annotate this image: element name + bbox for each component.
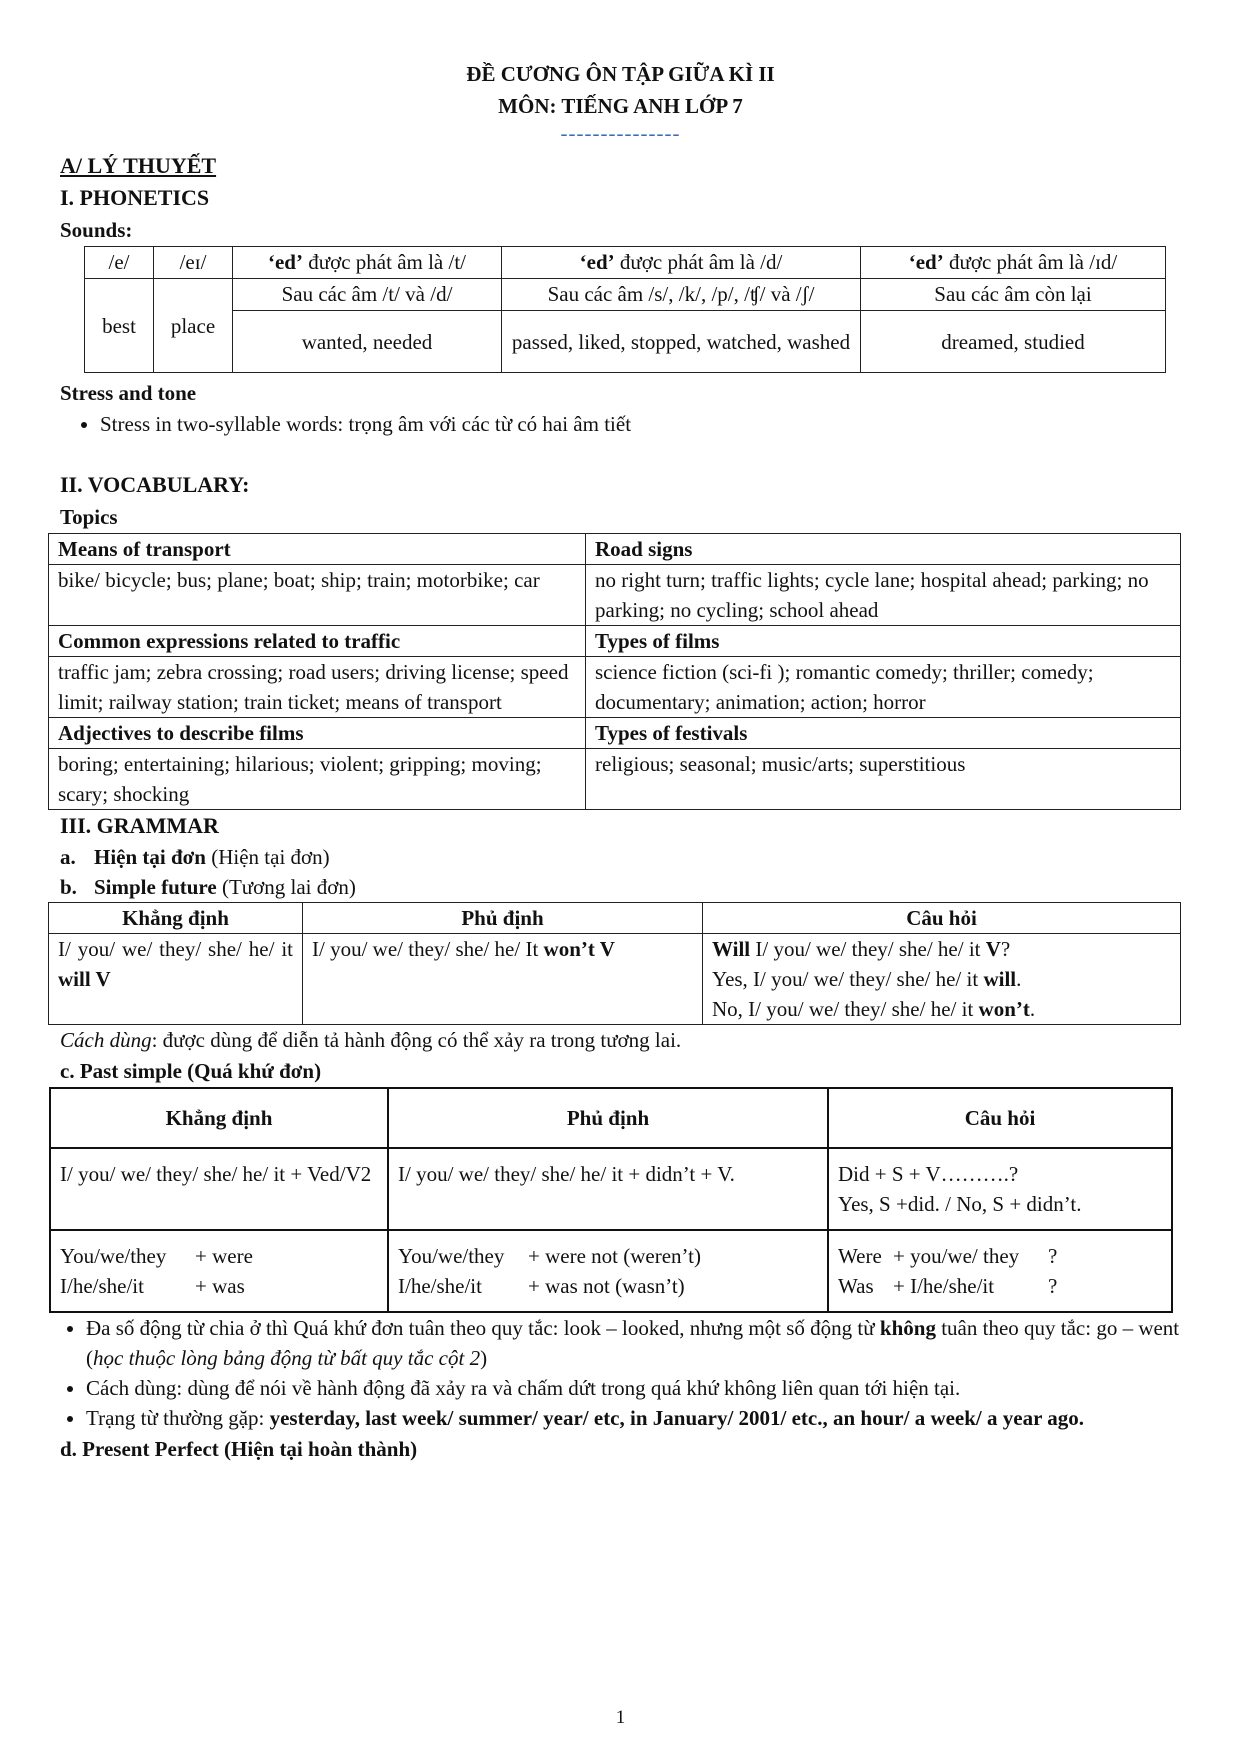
past-simple-notes bbox=[60, 1313, 1181, 1433]
rule-t: Sau các âm /t/ và /d/ bbox=[233, 279, 502, 311]
document-title: ĐỀ CƯƠNG ÔN TẬP GIỮA KÌ II bbox=[466, 62, 775, 86]
grammar-heading: III. GRAMMAR bbox=[60, 813, 219, 838]
document-page bbox=[60, 58, 1181, 1465]
sounds-table bbox=[84, 246, 1166, 373]
vocab-topic-header: Types of films bbox=[586, 626, 1181, 657]
words-t: wanted, needed bbox=[233, 311, 502, 373]
past-affirmative: I/ you/ we/ they/ she/ he/ it + Ved/V2 bbox=[50, 1148, 388, 1230]
future-question: Will I/ you/ we/ they/ she/ he/ it V? Yes, I/ you/ we/ they/ she/ he/ it will. No, I/ you/ we/ they/ she/ he/ it won’t. bbox=[703, 934, 1181, 1025]
section-theory-heading: A/ LÝ THUYẾT bbox=[60, 153, 217, 178]
vocabulary-heading: II. VOCABULARY: bbox=[60, 472, 250, 497]
simple-future-table bbox=[48, 902, 1181, 1025]
past-question: Did + S + V……….? Yes, S +did. / No, S + didn’t. bbox=[828, 1148, 1172, 1230]
ed-d-header: ‘ed’ được phát âm là /d/ bbox=[502, 247, 861, 279]
present-perfect-heading: d. Present Perfect (Hiện tại hoàn thành) bbox=[60, 1437, 418, 1461]
page-number: 1 bbox=[615, 1707, 626, 1728]
past-negative: I/ you/ we/ they/ she/ he/ it + didn’t + V. bbox=[388, 1148, 828, 1230]
vocab-topic-words: traffic jam; zebra crossing; road users; driving license; speed limit; railway station; train ticket; means of transport bbox=[49, 657, 586, 718]
future-usage: Cách dùng: được dùng để diễn tả hành động có thể xảy ra trong tương lai. bbox=[60, 1028, 682, 1052]
grammar-item-a: a. Hiện tại đơn (Hiện tại đơn) bbox=[60, 845, 330, 869]
words-id: dreamed, studied bbox=[861, 311, 1166, 373]
future-negative: I/ you/ we/ they/ she/ he/ It won’t V bbox=[303, 934, 703, 1025]
vocab-topic-words: no right turn; traffic lights; cycle lane; hospital ahead; parking; no parking; no cycling; school ahead bbox=[586, 565, 1181, 626]
past-be-question: Were + you/we/ they ? Was + I/he/she/it ? bbox=[828, 1230, 1172, 1312]
stress-item: • Stress in two-syllable words: trọng âm với các từ có hai âm tiết bbox=[100, 409, 1181, 439]
vocab-topic-words: science fiction (sci-fi ); romantic comedy; thriller; comedy; documentary; animation; action; horror bbox=[586, 657, 1181, 718]
stress-label: Stress and tone bbox=[60, 381, 197, 405]
past-note-regular: • Đa số động từ chia ở thì Quá khứ đơn tuân theo quy tắc: look – looked, nhưng một số động từ không tuân theo quy tắc: go – went (học thuộc lòng bảng động từ bất quy tắc cột 2) bbox=[86, 1313, 1181, 1373]
past-be-negative: You/we/they + were not (weren’t) I/he/she/it + was not (wasn’t) bbox=[388, 1230, 828, 1312]
grammar-item-b: b. Simple future (Tương lai đơn) bbox=[60, 875, 356, 899]
future-affirmative: I/ you/ we/ they/ she/ he/ it will V bbox=[49, 934, 303, 1025]
rule-id: Sau các âm còn lại bbox=[861, 279, 1166, 311]
rule-d: Sau các âm /s/, /k/, /p/, /ʧ/ và /ʃ/ bbox=[502, 279, 861, 311]
past-header-affirmative: Khẳng định bbox=[50, 1088, 388, 1148]
ed-id-header: ‘ed’ được phát âm là /ɪd/ bbox=[861, 247, 1166, 279]
sound-ei-header: /eɪ/ bbox=[154, 247, 233, 279]
vocabulary-table bbox=[48, 533, 1181, 810]
vocab-topic-header: Adjectives to describe films bbox=[49, 718, 586, 749]
vocab-topic-header: Road signs bbox=[586, 534, 1181, 565]
vocab-topic-words: religious; seasonal; music/arts; superstitious bbox=[586, 749, 1181, 810]
vocab-topic-words: bike/ bicycle; bus; plane; boat; ship; train; motorbike; car bbox=[49, 565, 586, 626]
future-header-question: Câu hỏi bbox=[703, 903, 1181, 934]
past-header-question: Câu hỏi bbox=[828, 1088, 1172, 1148]
future-header-negative: Phủ định bbox=[303, 903, 703, 934]
vocab-topic-header: Types of festivals bbox=[586, 718, 1181, 749]
topics-label: Topics bbox=[60, 505, 118, 529]
ed-t-header: ‘ed’ được phát âm là /t/ bbox=[233, 247, 502, 279]
example-e: best bbox=[85, 279, 154, 373]
sounds-label: Sounds: bbox=[60, 218, 133, 242]
vocab-topic-header: Means of transport bbox=[49, 534, 586, 565]
past-note-usage: • Cách dùng: dùng để nói về hành động đã xảy ra và chấm dứt trong quá khứ không liên quan tới hiện tại. bbox=[86, 1373, 1181, 1403]
stress-list bbox=[60, 409, 1181, 439]
vocab-topic-header: Common expressions related to traffic bbox=[49, 626, 586, 657]
sound-e-header: /e/ bbox=[85, 247, 154, 279]
past-header-negative: Phủ định bbox=[388, 1088, 828, 1148]
past-be-affirmative: You/we/they + were I/he/she/it + was bbox=[50, 1230, 388, 1312]
phonetics-heading: I. PHONETICS bbox=[60, 185, 210, 210]
future-header-affirmative: Khẳng định bbox=[49, 903, 303, 934]
title-divider: --------------- bbox=[560, 121, 681, 145]
words-d: passed, liked, stopped, watched, washed bbox=[502, 311, 861, 373]
past-simple-heading: c. Past simple (Quá khứ đơn) bbox=[60, 1059, 322, 1083]
vocab-topic-words: boring; entertaining; hilarious; violent; gripping; moving; scary; shocking bbox=[49, 749, 586, 810]
past-simple-table bbox=[49, 1087, 1173, 1313]
document-subject: MÔN: TIẾNG ANH LỚP 7 bbox=[498, 94, 743, 118]
example-ei: place bbox=[154, 279, 233, 373]
past-note-adverbs: • Trạng từ thường gặp: yesterday, last week/ summer/ year/ etc, in January/ 2001/ etc., an hour/ a week/ a year ago. bbox=[86, 1403, 1181, 1433]
